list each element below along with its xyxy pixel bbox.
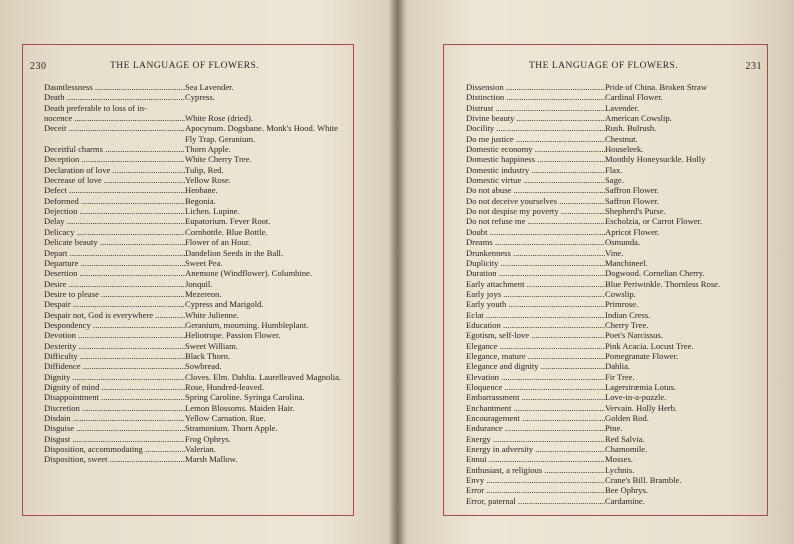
entry-term: Egotism, self-love .....: [466, 330, 605, 340]
entry-flower: Frog Ophrys.: [185, 433, 231, 444]
entry-row: [466, 423, 761, 433]
entry-flower: Mezereon.: [185, 288, 222, 299]
entry-row: [466, 113, 761, 123]
entry-term: Endurance .....: [466, 423, 605, 433]
entry-flower: Cardinal Flower.: [605, 92, 663, 103]
entry-flower: Cherry Tree.: [605, 319, 649, 330]
entry-term: Dauntlessness .....: [44, 82, 185, 92]
entry-row: [466, 248, 761, 258]
entry-term: Enchantment .....: [466, 403, 605, 413]
entry-row: [44, 444, 344, 454]
entry-flower: Saffron Flower.: [605, 195, 659, 206]
entry-row: [466, 485, 761, 495]
entry-term: Dexterity .....: [44, 341, 185, 351]
entry-flower: Eupatorium. Fever Root.: [185, 216, 271, 227]
entry-term: Encouragement .....: [466, 413, 605, 423]
entry-row: [466, 144, 761, 154]
entry-row: [466, 279, 761, 289]
entry-row: [466, 382, 761, 392]
entry-term: Embarrassment .....: [466, 392, 605, 402]
entry-row: [44, 361, 344, 371]
entry-flower: Cypress.: [185, 92, 215, 103]
entry-flower: Tulip, Red.: [185, 164, 224, 175]
left-page-header: [30, 61, 340, 75]
entry-flower: Shepherd's Purse.: [605, 206, 666, 217]
entry-flower: Apocynum. Dogsbane. Monk's Hood. White Fly Trap. Geranium.: [185, 123, 338, 144]
entry-term: Duplicity .....: [466, 258, 605, 268]
entry-row: [44, 351, 344, 361]
entry-flower: Vine.: [605, 247, 624, 258]
entry-row: [466, 475, 761, 485]
entry-row: [44, 279, 344, 289]
entry-row: [466, 351, 761, 361]
entry-term: Dejection .....: [44, 206, 185, 216]
entry-term: Elevation .....: [466, 372, 605, 382]
entry-term: Departure .....: [44, 258, 185, 268]
entry-row: [466, 434, 761, 444]
entry-row: [466, 196, 761, 206]
entry-row: [44, 403, 344, 413]
entry-term: Depart .....: [44, 248, 185, 258]
entry-flower: Monthly Honeysuckle. Holly: [605, 154, 706, 165]
left-page-title: THE LANGUAGE OF FLOWERS.: [110, 61, 260, 71]
entry-row: [466, 341, 761, 351]
entry-term: Enthusiast, a religious .....: [466, 465, 605, 475]
entry-flower: Mosses.: [605, 454, 633, 465]
entry-flower: Bee Ophrys.: [605, 485, 648, 496]
entry-row: [44, 289, 344, 299]
entry-term: Despair not, God is everywhere .....: [44, 310, 185, 320]
entry-row: [44, 434, 344, 444]
entry-flower: White Cherry Tree.: [185, 154, 252, 165]
entry-term: Death .....: [44, 92, 185, 102]
entry-row: [466, 299, 761, 309]
entry-row: [466, 496, 761, 506]
entry-term: Defect .....: [44, 185, 185, 195]
entry-row: [44, 330, 344, 340]
entry-term: Domestic virtue .....: [466, 175, 605, 185]
entry-row: [466, 82, 761, 92]
entry-term: Delay .....: [44, 216, 185, 226]
entry-term: Docility .....: [466, 123, 605, 133]
entry-flower: Geranium, mourning. Humbleplant.: [185, 319, 309, 330]
entry-term: Envy .....: [466, 475, 605, 485]
entry-term: Eclat .....: [466, 310, 605, 320]
entry-flower: Dahlia.: [605, 361, 631, 372]
entry-flower: Lavender.: [605, 102, 640, 113]
entry-row: [44, 165, 344, 175]
entry-flower: Primrose.: [605, 299, 639, 310]
entry-row: [466, 92, 761, 102]
entry-row: [44, 227, 344, 237]
entry-row: [466, 237, 761, 247]
entry-flower: Begonia.: [185, 195, 216, 206]
book-gutter: [388, 0, 408, 544]
entry-flower: Heliotrope. Passion Flower.: [185, 330, 281, 341]
entry-row: [466, 465, 761, 475]
entry-flower: Cornbottle. Blue Bottle.: [185, 226, 268, 237]
left-entry-list: [44, 82, 344, 465]
entry-term: Deceit .....: [44, 123, 185, 133]
entry-term: Error, paternal .....: [466, 496, 605, 506]
entry-term: Difficulty .....: [44, 351, 185, 361]
right-page-number: 231: [745, 61, 762, 72]
entry-flower: Pride of China. Broken Straw: [605, 82, 707, 92]
entry-flower: Flax.: [605, 164, 623, 175]
entry-flower: Houseleek.: [605, 144, 644, 155]
entry-row: [44, 144, 344, 154]
entry-term: Disguise .....: [44, 423, 185, 433]
left-page-number: 230: [30, 61, 47, 72]
entry-term: Distinction .....: [466, 92, 605, 102]
entry-term: Energy .....: [466, 434, 605, 444]
entry-row: [466, 123, 761, 133]
entry-term: Ennui .....: [466, 454, 605, 464]
entry-row: [44, 113, 344, 123]
entry-row: [44, 423, 344, 433]
entry-flower: Indian Cress.: [605, 309, 651, 320]
entry-flower: Pine.: [605, 423, 623, 434]
entry-term: Early youth .....: [466, 299, 605, 309]
entry-flower: Crane's Bill. Bramble.: [605, 475, 682, 486]
entry-flower: Cardamine.: [605, 495, 645, 506]
entry-term: Elegance, mature .....: [466, 351, 605, 361]
entry-flower: Lagerstræmia Lotus.: [605, 381, 677, 392]
entry-term: Duration .....: [466, 268, 605, 278]
entry-row: [466, 361, 761, 371]
entry-flower: Lychnis.: [605, 464, 635, 475]
entry-term: Delicate beauty .....: [44, 237, 185, 247]
entry-row: [466, 454, 761, 464]
entry-flower: Vervain. Holly Herb.: [605, 402, 678, 413]
entry-row: [44, 320, 344, 330]
entry-row: [44, 216, 344, 226]
entry-row: [44, 258, 344, 268]
entry-term: Elegance .....: [466, 341, 605, 351]
entry-row: [466, 227, 761, 237]
entry-row: [466, 175, 761, 185]
entry-term: Doubt .....: [466, 227, 605, 237]
entry-row: [44, 82, 344, 92]
entry-flower: Blue Periwinkle. Thornless Rose.: [605, 278, 721, 289]
entry-row: [44, 248, 344, 258]
entry-term: Dignity .....: [44, 372, 185, 382]
entry-term: Desertion .....: [44, 268, 185, 278]
entry-row: [466, 206, 761, 216]
entry-row: [466, 185, 761, 195]
entry-flower: Rush. Bulrush.: [605, 123, 657, 134]
entry-row: [466, 134, 761, 144]
entry-flower: White Rose (dried).: [185, 113, 254, 124]
entry-flower: Chamomile.: [605, 444, 648, 455]
entry-flower: Cloves. Elm. Dahlia. Laurelleaved Magnolia.: [185, 371, 342, 382]
entry-flower: Jonquil.: [185, 278, 213, 289]
entry-row: [466, 403, 761, 413]
entry-row: [44, 92, 344, 102]
entry-row: [44, 268, 344, 278]
entry-term: Disappointment .....: [44, 392, 185, 402]
entry-flower: Rose, Hundred-leaved.: [185, 381, 264, 392]
entry-flower: Flower of an Hour.: [185, 237, 251, 248]
entry-flower: Apricot Flower.: [605, 226, 660, 237]
entry-term: Deformed .....: [44, 196, 185, 206]
entry-row: [466, 289, 761, 299]
entry-flower: Pomegranate Flower.: [605, 350, 679, 361]
entry-flower: Pink Acacia. Locust Tree.: [605, 340, 694, 351]
entry-term: Devotion .....: [44, 330, 185, 340]
entry-term: Death preferable to loss of in-: [44, 102, 147, 113]
entry-flower: Marsh Mallow.: [185, 454, 238, 465]
entry-row: [466, 372, 761, 382]
entry-term: Do not deceive yourselves .....: [466, 196, 605, 206]
entry-flower: Cowslip.: [605, 288, 636, 299]
entry-row: [44, 175, 344, 185]
entry-flower: American Cowslip.: [605, 113, 672, 124]
entry-flower: Manchineel.: [605, 257, 648, 268]
entry-term: Disgust .....: [44, 434, 185, 444]
entry-row: [466, 392, 761, 402]
entry-row: [466, 258, 761, 268]
entry-term: Delicacy .....: [44, 227, 185, 237]
entry-row: [466, 330, 761, 340]
entry-term: Decrease of love .....: [44, 175, 185, 185]
entry-row: [466, 268, 761, 278]
entry-flower: Golden Rod.: [605, 413, 649, 423]
entry-term: Do not despise my poverty .....: [466, 206, 605, 216]
entry-term: Do me justice .....: [466, 134, 605, 144]
entry-term: Dignity of mind .....: [44, 382, 185, 392]
entry-flower: Poet's Narcissus.: [605, 330, 663, 341]
entry-term: Eloquence .....: [466, 382, 605, 392]
entry-flower: Cypress and Marigold.: [185, 299, 264, 310]
entry-term: Declaration of love .....: [44, 165, 185, 175]
entry-flower: Dandelion Seeds in the Ball.: [185, 247, 284, 258]
entry-term: nocence .....: [44, 113, 185, 123]
entry-row: [466, 444, 761, 454]
entry-term: Do not refuse me .....: [466, 216, 605, 226]
entry-row: [44, 196, 344, 206]
entry-row: [44, 299, 344, 309]
entry-term: Divine beauty .....: [466, 113, 605, 123]
entry-flower: Chestnut.: [605, 133, 638, 144]
entry-row: [44, 154, 344, 164]
entry-term: Disdain .....: [44, 413, 185, 423]
entry-row: [44, 310, 344, 320]
entry-term: Desire to please .....: [44, 289, 185, 299]
entry-flower: Lemon Blossoms. Maiden Hair.: [185, 402, 295, 413]
entry-flower: Yellow Rose.: [185, 175, 231, 186]
entry-term: Domestic economy .....: [466, 144, 605, 154]
entry-term: Error .....: [466, 485, 605, 495]
entry-flower: Sea Lavender.: [185, 82, 234, 92]
entry-flower: Black Thorn.: [185, 350, 231, 361]
entry-flower: Valerian.: [185, 444, 216, 455]
entry-flower: Spring Caroline. Syringa Carolina.: [185, 392, 305, 403]
entry-term: Early joys .....: [466, 289, 605, 299]
entry-row: [466, 165, 761, 175]
entry-row: [44, 454, 344, 464]
entry-flower: Osmunda.: [605, 237, 641, 248]
right-page-header: [452, 61, 762, 75]
entry-row: [466, 154, 761, 164]
entry-flower: Lichen. Lupine.: [185, 206, 240, 217]
entry-term: Elegance and dignity .....: [466, 361, 605, 371]
entry-term: Disposition, sweet .....: [44, 454, 185, 464]
entry-term: Early attachment .....: [466, 279, 605, 289]
entry-row: [466, 413, 761, 423]
entry-term: Domestic happiness .....: [466, 154, 605, 164]
entry-flower: Fir Tree.: [605, 371, 635, 382]
entry-flower: Anemone (Windflower). Columbine.: [185, 268, 313, 279]
entry-term: Desire .....: [44, 279, 185, 289]
entry-flower: Thorn Apple.: [185, 144, 231, 155]
entry-row: [44, 341, 344, 351]
entry-row: [44, 382, 344, 392]
entry-flower: Sweet Pea.: [185, 257, 223, 268]
entry-row: [466, 103, 761, 113]
entry-term: Domestic industry .....: [466, 165, 605, 175]
entry-row: [466, 320, 761, 330]
entry-term: Despair .....: [44, 299, 185, 309]
entry-term: Despondency .....: [44, 320, 185, 330]
entry-term: Discretion .....: [44, 403, 185, 413]
entry-term: Disposition, accommodating .....: [44, 444, 185, 454]
right-entry-list: [466, 82, 761, 506]
entry-term: Deception .....: [44, 154, 185, 164]
entry-row: [44, 206, 344, 216]
entry-term: Drunkenness .....: [466, 248, 605, 258]
entry-flower: Love-in-a-puzzle.: [605, 392, 667, 403]
entry-term: Dissension .....: [466, 82, 605, 92]
entry-term: Dreams .....: [466, 237, 605, 247]
entry-term: Diffidence .....: [44, 361, 185, 371]
entry-flower: Sage.: [605, 175, 624, 186]
entry-row: [466, 310, 761, 320]
entry-flower: Dogwood. Cornelian Cherry.: [605, 268, 705, 279]
entry-term: Education .....: [466, 320, 605, 330]
entry-term: Do not abuse .....: [466, 185, 605, 195]
entry-row: [44, 372, 344, 382]
entry-term: Distrust .....: [466, 103, 605, 113]
entry-flower: Escholzia, or Carrot Flower.: [605, 216, 703, 227]
right-page-title: THE LANGUAGE OF FLOWERS.: [529, 61, 679, 71]
entry-flower: Sowbread.: [185, 361, 222, 372]
entry-flower: White Julienne.: [185, 309, 239, 320]
entry-flower: Stramonium. Thorn Apple.: [185, 423, 278, 434]
entry-term: Deceitful charms .....: [44, 144, 185, 154]
entry-row: [44, 123, 344, 144]
entry-row: [44, 185, 344, 195]
entry-row: [466, 216, 761, 226]
entry-row: [44, 413, 344, 423]
entry-flower: Sweet William.: [185, 340, 238, 351]
entry-flower: Saffron Flower.: [605, 185, 659, 196]
entry-row: [44, 103, 344, 113]
entry-flower: Henbane.: [185, 185, 218, 196]
entry-term: Energy in adversity .....: [466, 444, 605, 454]
entry-flower: Red Salvia.: [605, 433, 645, 444]
entry-row: [44, 392, 344, 402]
entry-row: [44, 237, 344, 247]
entry-flower: Yellow Carnation. Rue.: [185, 413, 266, 423]
